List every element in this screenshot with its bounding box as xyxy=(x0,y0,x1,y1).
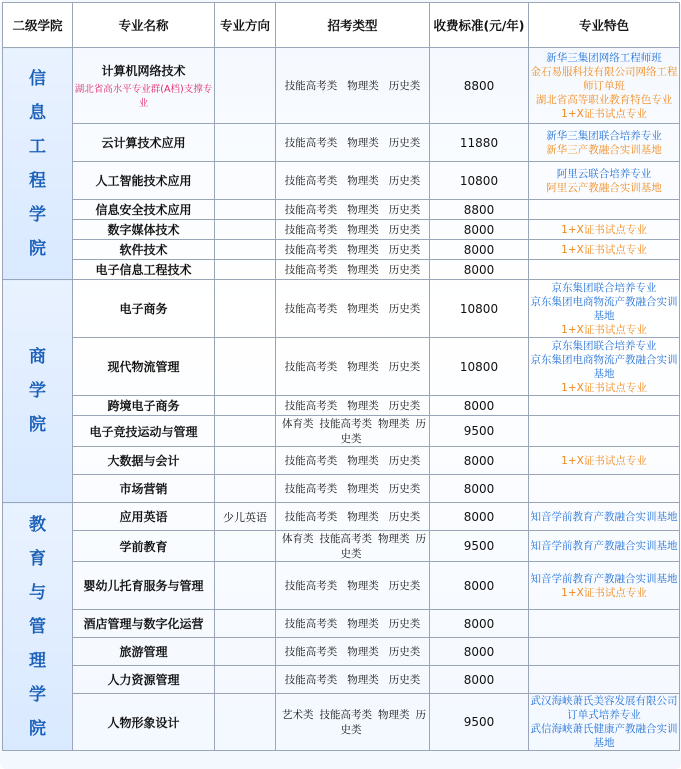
direction-cell xyxy=(215,694,276,751)
direction-cell xyxy=(215,240,276,260)
fee-cell: 8000 xyxy=(430,503,529,531)
major-name: 信息安全技术应用 xyxy=(95,203,192,217)
enroll-type: 物理类 xyxy=(347,400,379,412)
feature-line: 知音学前教育产教融合实训基地 xyxy=(530,572,678,585)
feature-line: 新华三集团网络工程师班 xyxy=(546,51,662,64)
college-cell xyxy=(3,503,73,751)
features-cell xyxy=(529,666,680,694)
fee-cell: 8000 xyxy=(430,240,529,260)
college-char: 理 xyxy=(29,650,46,671)
enroll-type: 历史类 xyxy=(340,709,426,736)
fee-cell: 10800 xyxy=(430,162,529,200)
feature-line: 京东集团电商物流产教融合实训基地 xyxy=(530,353,678,380)
college-char: 教 xyxy=(29,514,46,535)
enroll-type: 历史类 xyxy=(388,175,421,187)
fee-cell: 8000 xyxy=(430,475,529,503)
feature-line: 知音学前教育产教融合实训基地 xyxy=(530,510,678,523)
feature-line: 新华三集团联合培养专业 xyxy=(546,129,662,142)
enroll-cell xyxy=(276,280,430,338)
major-cell xyxy=(73,162,215,200)
college-char: 工 xyxy=(29,136,46,157)
fee-cell: 8000 xyxy=(430,666,529,694)
college-char: 与 xyxy=(29,582,46,603)
college-char: 学 xyxy=(29,381,46,401)
fee-cell: 8000 xyxy=(430,638,529,666)
features-cell xyxy=(529,531,680,562)
major-cell xyxy=(73,610,215,638)
features-cell xyxy=(529,48,680,124)
enroll-cell xyxy=(276,531,430,562)
enroll-cell xyxy=(276,124,430,162)
enroll-type: 历史类 xyxy=(388,455,421,467)
features-cell xyxy=(529,396,680,416)
table-row xyxy=(3,610,680,638)
enroll-type: 历史类 xyxy=(388,224,421,236)
enroll-type: 历史类 xyxy=(388,483,421,495)
feature-line: 武信海峡萧氏健康产教融合实训基地 xyxy=(530,723,678,749)
feature-line: 1+X证书试点专业 xyxy=(561,107,647,120)
enroll-type: 历史类 xyxy=(340,418,426,445)
table-row xyxy=(3,475,680,503)
major-note: 湖北省高水平专业群(A档)支撑专业 xyxy=(74,84,213,109)
features-cell xyxy=(529,338,680,396)
fee-cell: 8800 xyxy=(430,200,529,220)
feature-line: 京东集团电商物流产教融合实训基地 xyxy=(530,295,678,322)
enroll-cell xyxy=(276,694,430,751)
fee-cell: 9500 xyxy=(430,694,529,751)
direction-cell xyxy=(215,447,276,475)
enroll-type: 历史类 xyxy=(388,80,421,92)
table-row xyxy=(3,48,680,124)
enroll-type: 技能高考类 xyxy=(284,244,338,256)
program-table xyxy=(2,2,680,751)
major-cell xyxy=(73,562,215,610)
fee-cell: 8000 xyxy=(430,447,529,475)
enroll-type: 历史类 xyxy=(388,137,421,149)
enroll-cell xyxy=(276,562,430,610)
features-cell xyxy=(529,200,680,220)
table-row xyxy=(3,503,680,531)
enroll-type: 物理类 xyxy=(347,175,379,187)
enroll-type: 技能高考类 xyxy=(284,137,338,149)
table-row xyxy=(3,220,680,240)
features-cell xyxy=(529,280,680,338)
major-name: 旅游管理 xyxy=(119,645,168,659)
header-college: 二级学院 xyxy=(3,3,73,48)
table-row xyxy=(3,396,680,416)
enroll-type: 技能高考类 xyxy=(319,418,372,430)
enroll-type: 历史类 xyxy=(388,646,421,658)
college-char: 学 xyxy=(29,684,46,705)
major-name: 婴幼儿托育服务与管理 xyxy=(83,579,204,593)
fee-cell: 9500 xyxy=(430,416,529,447)
enroll-type: 物理类 xyxy=(347,674,379,686)
major-name: 电子竞技运动与管理 xyxy=(89,424,198,439)
enroll-type: 物理类 xyxy=(347,137,379,149)
enroll-type: 技能高考类 xyxy=(284,400,338,412)
major-name: 大数据与会计 xyxy=(107,454,180,468)
major-cell xyxy=(73,240,215,260)
fee-cell: 8000 xyxy=(430,260,529,280)
major-name: 学前教育 xyxy=(119,539,168,554)
feature-line: 1+X证书试点专业 xyxy=(561,454,647,467)
enroll-type: 物理类 xyxy=(347,511,379,523)
major-cell xyxy=(73,260,215,280)
major-name: 应用英语 xyxy=(119,510,168,524)
features-cell xyxy=(529,240,680,260)
feature-line: 1+X证书试点专业 xyxy=(561,223,647,236)
enroll-type: 历史类 xyxy=(388,244,421,256)
enroll-type: 技能高考类 xyxy=(284,303,338,315)
major-cell xyxy=(73,396,215,416)
enroll-type: 技能高考类 xyxy=(284,264,338,276)
major-name: 跨境电子商务 xyxy=(107,399,180,413)
table-row xyxy=(3,280,680,338)
major-name: 计算机网络技术 xyxy=(101,64,186,78)
enroll-cell xyxy=(276,447,430,475)
feature-line: 新华三产教融合实训基地 xyxy=(546,143,662,156)
enroll-type: 物理类 xyxy=(347,361,379,373)
fee-cell: 8800 xyxy=(430,48,529,124)
table-row xyxy=(3,531,680,562)
major-name: 酒店管理与数字化运营 xyxy=(83,617,204,631)
enroll-type: 物理类 xyxy=(347,264,379,276)
enroll-type: 历史类 xyxy=(388,361,421,373)
major-name: 市场营销 xyxy=(119,482,168,496)
enroll-cell xyxy=(276,200,430,220)
enroll-type: 技能高考类 xyxy=(284,175,338,187)
enroll-type: 体育类 xyxy=(282,418,314,430)
major-cell xyxy=(73,531,215,562)
enroll-type: 技能高考类 xyxy=(284,618,338,630)
table-row xyxy=(3,694,680,751)
major-name: 现代物流管理 xyxy=(107,360,180,374)
table-row xyxy=(3,416,680,447)
direction-cell xyxy=(215,416,276,447)
feature-line: 1+X证书试点专业 xyxy=(561,243,647,256)
fee-cell: 10800 xyxy=(430,280,529,338)
direction-cell xyxy=(215,260,276,280)
table-row xyxy=(3,124,680,162)
major-name: 人物形象设计 xyxy=(107,715,180,730)
table-row xyxy=(3,162,680,200)
header-enroll-type: 招考类型 xyxy=(276,3,430,48)
enroll-type: 技能高考类 xyxy=(319,709,372,721)
enroll-type: 物理类 xyxy=(378,418,410,430)
header-major: 专业名称 xyxy=(73,3,215,48)
college-char: 商 xyxy=(29,347,46,367)
table-row xyxy=(3,666,680,694)
enroll-type: 物理类 xyxy=(347,580,379,592)
table-row xyxy=(3,200,680,220)
college-char: 程 xyxy=(29,170,46,191)
feature-line: 金石易服科技有限公司网络工程师订单班 xyxy=(530,65,678,92)
features-cell xyxy=(529,562,680,610)
enroll-type: 物理类 xyxy=(347,646,379,658)
fee-cell: 11880 xyxy=(430,124,529,162)
enroll-cell xyxy=(276,338,430,396)
table-row xyxy=(3,338,680,396)
major-name: 电子信息工程技术 xyxy=(95,263,192,277)
enroll-type: 物理类 xyxy=(347,455,379,467)
enroll-type: 历史类 xyxy=(388,580,421,592)
major-cell xyxy=(73,416,215,447)
feature-line: 阿里云产教融合实训基地 xyxy=(546,181,662,194)
enroll-cell xyxy=(276,260,430,280)
enroll-cell xyxy=(276,220,430,240)
features-cell xyxy=(529,503,680,531)
enroll-type: 技能高考类 xyxy=(284,224,338,236)
direction-cell xyxy=(215,200,276,220)
features-cell xyxy=(529,694,680,751)
enroll-type: 物理类 xyxy=(347,224,379,236)
enroll-type: 历史类 xyxy=(388,264,421,276)
direction-cell xyxy=(215,162,276,200)
major-cell xyxy=(73,638,215,666)
features-cell xyxy=(529,260,680,280)
fee-cell: 9500 xyxy=(430,531,529,562)
features-cell xyxy=(529,220,680,240)
direction-cell xyxy=(215,124,276,162)
enroll-type: 物理类 xyxy=(347,80,379,92)
feature-line: 知音学前教育产教融合实训基地 xyxy=(530,540,678,552)
enroll-type: 物理类 xyxy=(347,303,379,315)
enroll-type: 历史类 xyxy=(388,618,421,630)
enroll-cell xyxy=(276,396,430,416)
features-cell xyxy=(529,124,680,162)
direction-cell xyxy=(215,220,276,240)
feature-line: 京东集团联合培养专业 xyxy=(551,281,657,294)
fee-cell: 8000 xyxy=(430,610,529,638)
features-cell xyxy=(529,162,680,200)
direction-cell xyxy=(215,610,276,638)
feature-line: 1+X证书试点专业 xyxy=(561,381,647,394)
enroll-cell xyxy=(276,638,430,666)
enroll-type: 历史类 xyxy=(340,533,426,560)
table-row xyxy=(3,260,680,280)
direction-cell xyxy=(215,338,276,396)
enroll-type: 技能高考类 xyxy=(284,580,338,592)
enroll-cell xyxy=(276,48,430,124)
enroll-type: 历史类 xyxy=(388,204,421,216)
enroll-type: 历史类 xyxy=(388,400,421,412)
enroll-type: 技能高考类 xyxy=(284,80,338,92)
enroll-cell xyxy=(276,503,430,531)
major-cell xyxy=(73,694,215,751)
major-cell xyxy=(73,280,215,338)
enroll-type: 历史类 xyxy=(388,303,421,315)
college-cell xyxy=(3,48,73,280)
feature-line: 湖北省高等职业教育特色专业 xyxy=(535,93,673,106)
table-row xyxy=(3,447,680,475)
enroll-type: 技能高考类 xyxy=(284,674,338,686)
enroll-type: 技能高考类 xyxy=(284,204,338,216)
major-cell xyxy=(73,200,215,220)
college-char: 育 xyxy=(29,548,46,569)
major-name: 电子商务 xyxy=(119,302,168,316)
header-row xyxy=(3,3,680,48)
college-char: 院 xyxy=(29,415,46,435)
college-char: 信 xyxy=(29,68,46,89)
enroll-type: 艺术类 xyxy=(282,709,314,721)
enroll-type: 物理类 xyxy=(378,709,410,721)
direction-cell xyxy=(215,48,276,124)
fee-cell: 10800 xyxy=(430,338,529,396)
enroll-cell xyxy=(276,416,430,447)
direction-cell xyxy=(215,396,276,416)
table-body xyxy=(3,48,680,751)
direction-cell xyxy=(215,475,276,503)
major-name: 数字媒体技术 xyxy=(107,223,180,237)
fee-cell: 8000 xyxy=(430,396,529,416)
enroll-type: 技能高考类 xyxy=(284,646,338,658)
enroll-type: 技能高考类 xyxy=(319,533,372,545)
enroll-type: 物理类 xyxy=(378,533,410,545)
major-name: 人力资源管理 xyxy=(107,673,180,687)
major-name: 云计算技术应用 xyxy=(101,136,186,150)
major-cell xyxy=(73,220,215,240)
enroll-cell xyxy=(276,666,430,694)
features-cell xyxy=(529,638,680,666)
feature-line: 订单式培养专业 xyxy=(567,709,641,721)
enroll-type: 技能高考类 xyxy=(284,455,338,467)
enroll-type: 物理类 xyxy=(347,618,379,630)
enroll-type: 技能高考类 xyxy=(284,511,338,523)
enroll-type: 技能高考类 xyxy=(284,361,338,373)
header-direction: 专业方向 xyxy=(215,3,276,48)
major-cell xyxy=(73,447,215,475)
major-cell xyxy=(73,503,215,531)
fee-cell: 8000 xyxy=(430,220,529,240)
direction-cell xyxy=(215,280,276,338)
enroll-cell xyxy=(276,610,430,638)
college-char: 院 xyxy=(29,718,46,739)
fee-cell: 8000 xyxy=(430,562,529,610)
header-fee: 收费标准(元/年) xyxy=(430,3,529,48)
enroll-type: 物理类 xyxy=(347,244,379,256)
major-name: 软件技术 xyxy=(119,243,168,257)
college-char: 息 xyxy=(29,102,46,123)
features-cell xyxy=(529,610,680,638)
major-cell xyxy=(73,48,215,124)
table-row xyxy=(3,562,680,610)
feature-line: 1+X证书试点专业 xyxy=(561,323,647,336)
major-name: 人工智能技术应用 xyxy=(95,174,192,188)
enroll-cell xyxy=(276,475,430,503)
direction-cell xyxy=(215,666,276,694)
features-cell xyxy=(529,475,680,503)
enroll-type: 历史类 xyxy=(388,674,421,686)
major-cell xyxy=(73,124,215,162)
header-features: 专业特色 xyxy=(529,3,680,48)
enroll-type: 物理类 xyxy=(347,483,379,495)
features-cell xyxy=(529,416,680,447)
enroll-type: 体育类 xyxy=(282,533,314,545)
enroll-type: 历史类 xyxy=(388,511,421,523)
major-cell xyxy=(73,338,215,396)
features-cell xyxy=(529,447,680,475)
enroll-type: 技能高考类 xyxy=(284,483,338,495)
direction-cell: 少儿英语 xyxy=(215,503,276,531)
table-row xyxy=(3,638,680,666)
enroll-cell xyxy=(276,162,430,200)
major-cell xyxy=(73,666,215,694)
major-cell xyxy=(73,475,215,503)
feature-line: 1+X证书试点专业 xyxy=(561,586,647,599)
feature-line: 京东集团联合培养专业 xyxy=(551,339,657,352)
direction-cell xyxy=(215,562,276,610)
college-char: 学 xyxy=(29,204,46,225)
enroll-type: 物理类 xyxy=(347,204,379,216)
college-char: 管 xyxy=(29,616,46,637)
direction-cell xyxy=(215,531,276,562)
table-row xyxy=(3,240,680,260)
direction-cell xyxy=(215,638,276,666)
college-cell xyxy=(3,280,73,503)
feature-line: 武汉海峡萧氏美容发展有限公司 xyxy=(530,695,678,707)
feature-line: 阿里云联合培养专业 xyxy=(556,167,652,180)
college-char: 院 xyxy=(29,238,46,259)
enroll-cell xyxy=(276,240,430,260)
